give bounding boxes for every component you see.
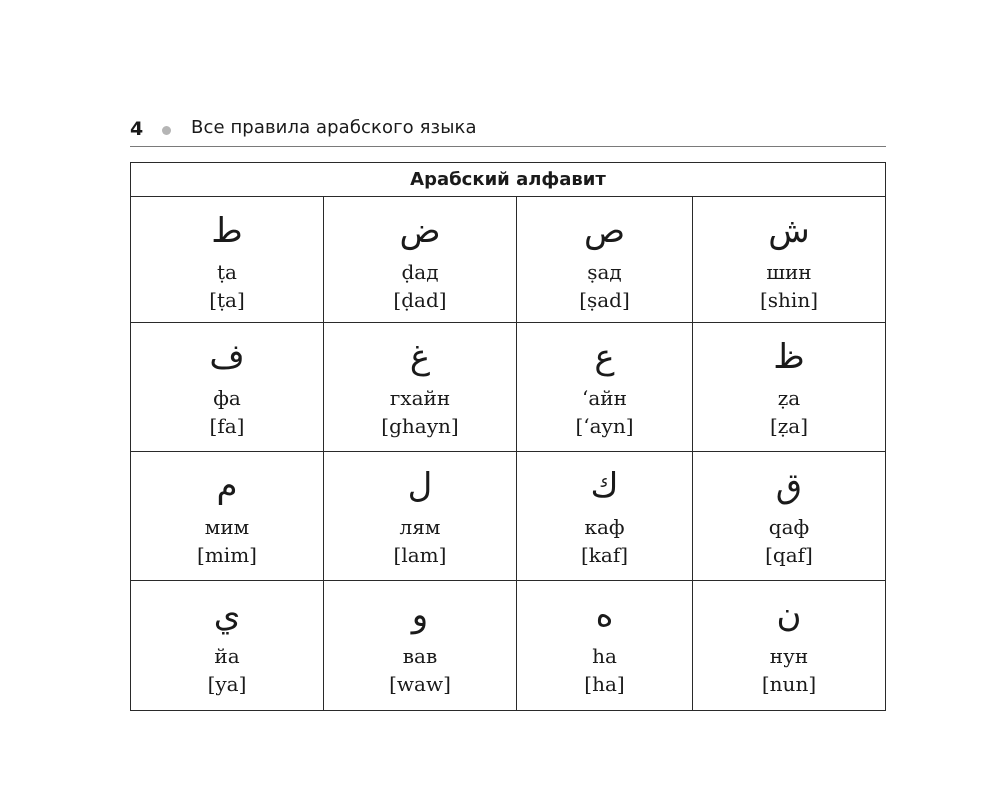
letter-name: qаф (768, 515, 810, 539)
letter-transliteration: [ḍad] (393, 288, 447, 312)
letter-transliteration: [ʻayn] (575, 414, 634, 438)
arabic-letter: ط (211, 211, 243, 251)
arabic-letter: و (411, 595, 429, 635)
letter-transliteration: [nun] (761, 672, 817, 696)
letter-name: мим (204, 515, 250, 539)
letter-transliteration: [ghayn] (381, 414, 459, 438)
letter-name: фа (213, 386, 241, 410)
running-title: Все правила арабского языка (191, 117, 477, 138)
letter-cell (131, 581, 324, 710)
alphabet-table (130, 162, 886, 711)
letter-cell (131, 452, 324, 581)
letter-name: ṣад (587, 260, 622, 284)
arabic-letter: ش (768, 211, 810, 251)
arabic-letter: ك (590, 466, 619, 506)
letter-name: ʻайн (582, 386, 627, 410)
letter-name: каф (584, 515, 625, 539)
letter-cell (517, 452, 693, 581)
letter-transliteration: [fa] (209, 414, 245, 438)
letter-name: ṭа (217, 260, 237, 284)
letter-name: гхайн (389, 386, 451, 410)
letter-name: ḍад (401, 260, 439, 284)
letter-transliteration: [mim] (197, 543, 257, 567)
arabic-letter: ن (776, 595, 802, 635)
letter-cell (693, 323, 885, 452)
arabic-letter: ي (213, 595, 241, 635)
letter-name: вав (402, 644, 438, 668)
letter-name: йа (214, 644, 240, 668)
arabic-letter: ف (209, 337, 245, 377)
letter-cell (131, 323, 324, 452)
letter-transliteration: [qaf] (765, 543, 813, 567)
letter-cell (324, 197, 517, 323)
letter-transliteration: [kaf] (580, 543, 629, 567)
letter-transliteration: [ṣad] (579, 288, 630, 312)
arabic-letter: ص (583, 211, 626, 251)
arabic-letter: ض (399, 211, 441, 251)
arabic-letter: ل (407, 466, 433, 506)
letter-cell (693, 197, 885, 323)
letter-cell (693, 581, 885, 710)
letter-transliteration: [shin] (759, 288, 819, 312)
arabic-letter: ظ (773, 337, 805, 377)
page-number: 4 (130, 118, 144, 140)
arabic-letter: ع (594, 337, 615, 377)
letter-cell (131, 197, 324, 323)
letter-transliteration: [lam] (393, 543, 447, 567)
letter-transliteration: [ya] (207, 672, 247, 696)
arabic-letter: ه (595, 595, 614, 635)
letter-transliteration: [ṭa] (209, 288, 245, 312)
table-grid (131, 197, 885, 710)
letter-cell (324, 581, 517, 710)
letter-name: шин (766, 260, 812, 284)
arabic-letter: ق (775, 466, 803, 506)
page-header (130, 112, 886, 147)
letter-cell (517, 323, 693, 452)
letter-name: ẓа (777, 386, 801, 410)
letter-cell (693, 452, 885, 581)
letter-cell (324, 452, 517, 581)
letter-transliteration: [ẓa] (769, 414, 809, 438)
table-title: Арабский алфавит (131, 163, 885, 197)
letter-transliteration: [ha] (584, 672, 625, 696)
letter-transliteration: [waw] (389, 672, 451, 696)
letter-cell (517, 581, 693, 710)
arabic-letter: م (216, 466, 238, 506)
arabic-letter: غ (409, 337, 431, 377)
letter-cell (517, 197, 693, 323)
bullet-dot-icon (162, 126, 171, 135)
letter-name: hа (592, 644, 617, 668)
letter-cell (324, 323, 517, 452)
letter-name: лям (399, 515, 441, 539)
letter-name: нун (769, 644, 809, 668)
